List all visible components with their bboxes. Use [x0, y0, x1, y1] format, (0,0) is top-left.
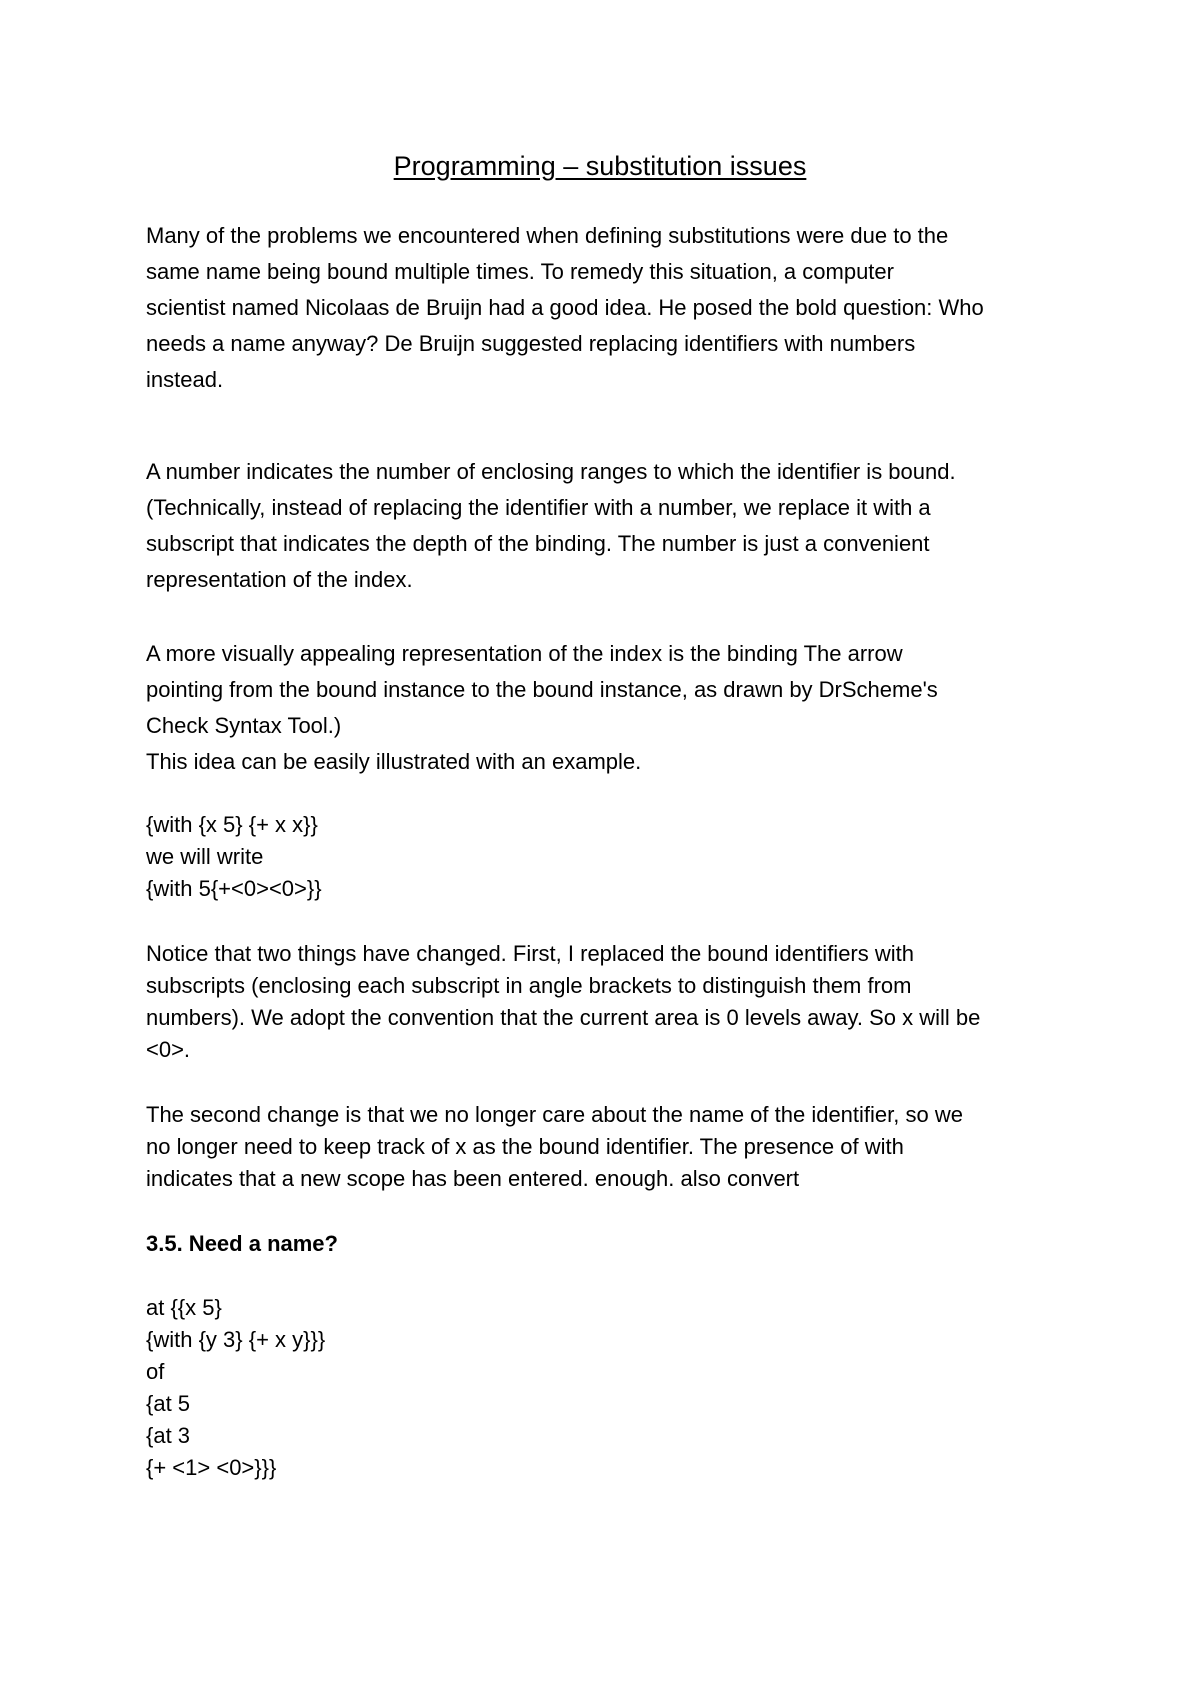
page-title: Programming – substitution issues: [393, 151, 807, 181]
paragraph-intro: [146, 218, 1076, 398]
text-line: instead.: [146, 367, 224, 392]
text-line: subscript that indicates the depth of the binding. The number is just a convenient: [146, 531, 930, 556]
text-line: pointing from the bound instance to the bound instance, as drawn by DrScheme's: [146, 677, 938, 702]
code-example-nested: [146, 1292, 1076, 1484]
text-line: The second change is that we no longer care about the name of the identifier, so we: [146, 1102, 963, 1127]
text-line: Many of the problems we encountered when defining substitutions were due to the: [146, 223, 949, 248]
text-line: needs a name anyway? De Bruijn suggested replacing identifiers with numbers: [146, 331, 916, 356]
text-line: Notice that two things have changed. First, I replaced the bound identifiers with: [146, 941, 914, 966]
code-line: {at 5: [146, 1391, 191, 1416]
paragraph-changes: [146, 938, 1076, 1066]
text-line: same name being bound multiple times. To remedy this situation, a computer: [146, 259, 894, 284]
text-line: Check Syntax Tool.): [146, 713, 342, 738]
code-line: of: [146, 1359, 165, 1384]
code-line: {+ <1> <0>}}}: [146, 1455, 277, 1480]
text-line: scientist named Nicolaas de Bruijn had a good idea. He posed the bold question: Who: [146, 295, 984, 320]
code-line: {with 5{+<0><0>}}: [146, 876, 322, 901]
text-line: <0>.: [146, 1037, 191, 1062]
paragraph-number-index: [146, 454, 1076, 598]
text-line: subscripts (enclosing each subscript in angle brackets to distinguish them from: [146, 973, 912, 998]
paragraph-second-change: [146, 1099, 1076, 1195]
text-line: no longer need to keep track of x as the bound identifier. The presence of with: [146, 1134, 904, 1159]
paragraph-binding-arrow: [146, 636, 1076, 780]
code-line: at {{x 5}: [146, 1295, 222, 1320]
code-example-with: [146, 809, 1076, 905]
code-line: {with {x 5} {+ x x}}: [146, 812, 318, 837]
text-line: A number indicates the number of enclosing ranges to which the identifier is bound.: [146, 459, 956, 484]
section-heading: 3.5. Need a name?: [146, 1231, 338, 1256]
text-line: representation of the index.: [146, 567, 413, 592]
text-line: (Technically, instead of replacing the identifier with a number, we replace it with a: [146, 495, 931, 520]
code-line: {at 3: [146, 1423, 191, 1448]
text-line: This idea can be easily illustrated with an example.: [146, 749, 642, 774]
text-line: A more visually appealing representation of the index is the binding The arrow: [146, 641, 903, 666]
text-line: numbers). We adopt the convention that the current area is 0 levels away. So x will be: [146, 1005, 981, 1030]
text-line: indicates that a new scope has been entered. enough. also convert: [146, 1166, 800, 1191]
code-line: {with {y 3} {+ x y}}}: [146, 1327, 326, 1352]
code-line: we will write: [146, 844, 264, 869]
